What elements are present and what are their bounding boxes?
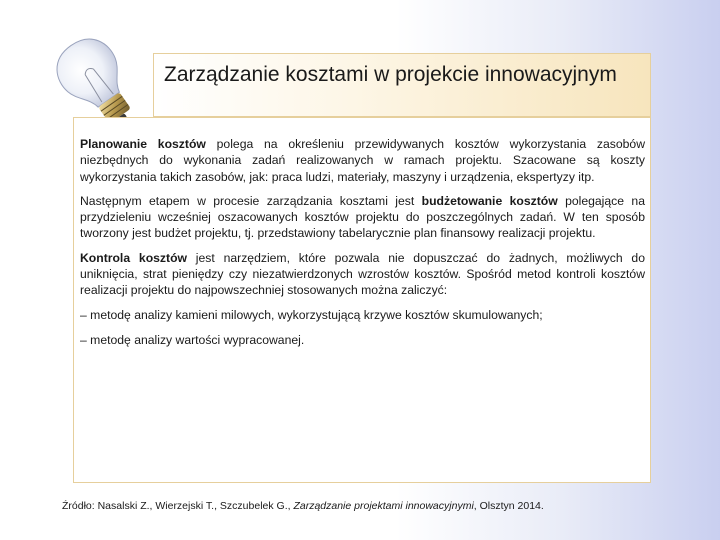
list-item: – metodę analizy wartości wypracowanej. bbox=[80, 332, 305, 347]
page-title: Zarządzanie kosztami w projekcie innowacyjnym bbox=[164, 63, 617, 86]
term-cost-control: Kontrola kosztów bbox=[80, 250, 187, 265]
content-box bbox=[73, 117, 651, 483]
paragraph-cost-planning bbox=[80, 136, 645, 185]
term-cost-budgeting: budżetowanie kosztów bbox=[421, 193, 558, 208]
citation-text: , Olsztyn 2014. bbox=[473, 500, 544, 512]
lightbulb-icon bbox=[40, 30, 150, 130]
body-text bbox=[80, 136, 645, 357]
paragraph-text: Następnym etapem w procesie zarządzania kosztami jest bbox=[80, 193, 422, 208]
paragraph-text: polegające na przydzieleniu wcześniej oszacowanych kosztów projektu do poszczególnych zadań. W ten sposób tworzony jest budżet projektu, tj. przedstawiony tabelarycznie plan finansowy realizacji projektu. bbox=[80, 193, 645, 241]
paragraph-cost-control bbox=[80, 250, 645, 299]
source-citation bbox=[62, 500, 544, 512]
list-item: – metodę analizy kamieni milowych, wykorzystującą krzywe kosztów skumulowanych; bbox=[80, 307, 543, 322]
term-cost-planning: Planowanie kosztów bbox=[80, 137, 206, 151]
citation-title: Zarządzanie projektami innowacyjnymi bbox=[293, 500, 474, 512]
paragraph-cost-budgeting bbox=[80, 193, 645, 242]
citation-text: Źródło: Nasalski Z., Wierzejski T., Szczubelek G., bbox=[62, 500, 294, 512]
paragraph-text: polega na określeniu przewidywanych kosztów wykorzystania zasobów niezbędnych do wykonania zadań realizowanych w ramach projektu. Szacowane są koszty wykorzystania takich zasobów, jak: praca ludzi, materiały, maszyny i urządzenia, ekspertyzy itp. bbox=[80, 137, 645, 184]
title-box bbox=[153, 53, 651, 117]
paragraph-text: jest narzędziem, które pozwala nie dopuszczać do żadnych, możliwych do uniknięcia, strat pieniędzy czy niezatwierdzonych wzrostów kosztów. Spośród metod kontroli kosztów realizacji projektu do najpowszechniej stosowanych można zaliczyć: bbox=[80, 250, 645, 298]
